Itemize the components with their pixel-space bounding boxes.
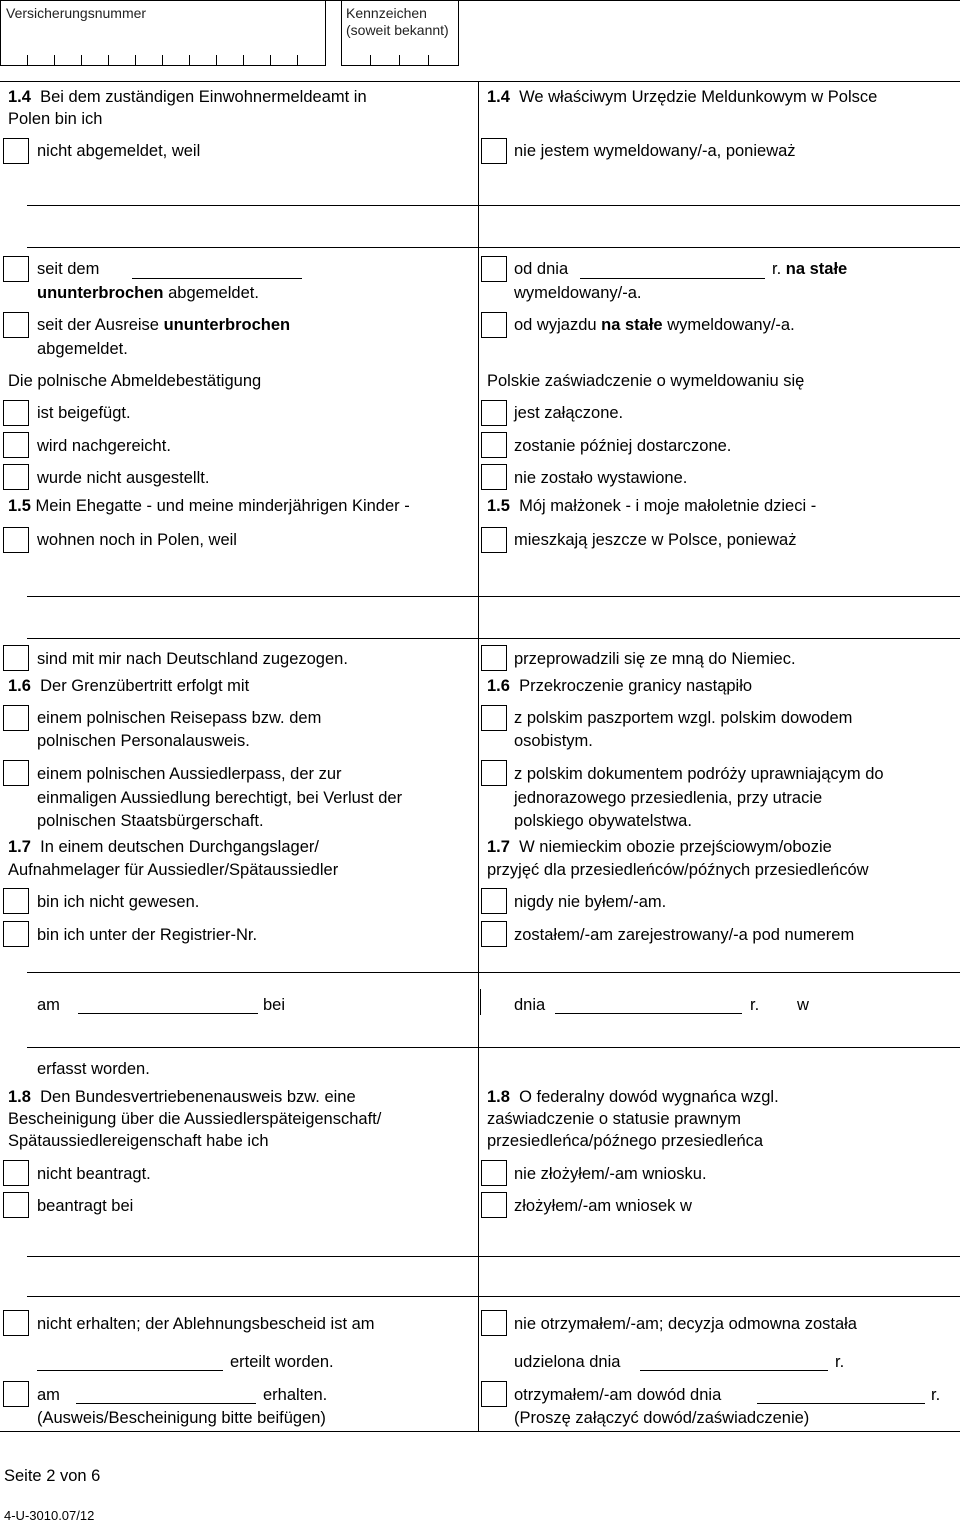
insurance-number-label: Versicherungsnummer [6, 5, 147, 21]
s17-pl-not-been-label: nigdy nie byłem/-am. [514, 893, 667, 911]
s18-authority-line-1[interactable] [27, 1256, 960, 1257]
top-border [0, 0, 960, 1]
s14-pl-later-checkbox[interactable] [481, 432, 507, 458]
s17-pl-w-label: w [797, 996, 809, 1014]
s14-de-attached-label: ist beigefügt. [37, 404, 131, 422]
s14-reason-line-2[interactable] [27, 247, 960, 248]
s17-de-date-input[interactable] [78, 1013, 258, 1014]
s17-pl-date-input[interactable] [555, 1013, 742, 1014]
s14-reason-line-1[interactable] [27, 205, 960, 206]
s18-de-erteilt-label: erteilt worden. [230, 1353, 334, 1371]
s17-de-registered-label: bin ich unter der Registrier-Nr. [37, 926, 258, 944]
s18-pl-rejected-label: nie otrzymałem/-am; decyzja odmowna została [514, 1315, 857, 1333]
s14-de-since-departure-checkbox[interactable] [3, 312, 29, 338]
column-divider [478, 81, 479, 1431]
s17-de-not-been-label: bin ich nicht gewesen. [37, 893, 200, 911]
s14-pl-since-departure-label: od wyjazdu na stałe wymeldowany/-a. [514, 316, 795, 334]
s18-authority-line-2[interactable] [27, 1296, 960, 1297]
s15-de-heading: 1.5 Mein Ehegatte - und meine minderjährigen Kinder - [8, 497, 410, 515]
s14-pl-attached-checkbox[interactable] [481, 400, 507, 426]
s16-de-aussiedlerpass-label-1: einem polnischen Aussiedlerpass, der zur [37, 765, 342, 783]
s17-pl-registered-label: zostałem/-am zarejestrowany/-a pod numerem [514, 926, 855, 944]
s16-de-passport-label-1: einem polnischen Reisepass bzw. dem [37, 709, 322, 727]
s14-pl-not-deregistered-checkbox[interactable] [481, 138, 507, 164]
s14-de-not-deregistered-checkbox[interactable] [3, 138, 29, 164]
s15-pl-heading: 1.5 Mój małżonek - i moje małoletnie dzieci - [487, 497, 817, 515]
s16-pl-aussiedlerpass-label-1: z polskim dokumentem podróży uprawniającym do [514, 765, 884, 783]
s16-de-aussiedlerpass-label-2: einmaligen Aussiedlung berechtigt, bei Verlust der [37, 789, 403, 807]
s18-de-received-checkbox[interactable] [3, 1381, 29, 1407]
s16-pl-heading: 1.6 Przekroczenie granicy nastąpiło [487, 677, 753, 695]
s16-de-heading: 1.6 Der Grenzübertritt erfolgt mit [8, 677, 250, 695]
s15-de-still-poland-checkbox[interactable] [3, 527, 29, 553]
s14-de-since-date-label-2: ununterbrochen abgemeldet. [37, 284, 259, 302]
s18-de-not-applied-checkbox[interactable] [3, 1160, 29, 1186]
s17-date-divider [480, 989, 481, 1015]
header-divider [325, 0, 326, 66]
s14-de-since-date-checkbox[interactable] [3, 256, 29, 282]
s15-pl-still-poland-label: mieszkają jeszcze w Polsce, ponieważ [514, 531, 797, 549]
s16-pl-passport-label-1: z polskim paszportem wzgl. polskim dowodem [514, 709, 853, 727]
s16-pl-aussiedlerpass-label-3: polskiego obywatelstwa. [514, 812, 692, 830]
s18-pl-applied-checkbox[interactable] [481, 1192, 507, 1218]
s15-de-still-poland-label: wohnen noch in Polen, weil [37, 531, 237, 549]
s14-de-heading: 1.4 Bei dem zuständigen Einwohnermeldeamt in [8, 88, 367, 106]
s14-pl-attached-label: jest załączone. [514, 404, 624, 422]
s15-pl-moved-checkbox[interactable] [481, 645, 507, 671]
insurance-number-field[interactable] [0, 40, 325, 66]
s18-pl-received-checkbox[interactable] [481, 1381, 507, 1407]
s15-pl-moved-label: przeprowadzili się ze mną do Niemiec. [514, 650, 796, 668]
s18-de-applied-checkbox[interactable] [3, 1192, 29, 1218]
id-number-field[interactable] [341, 40, 458, 66]
s14-pl-heading: 1.4 We właściwym Urzędzie Meldunkowym w Polsce [487, 88, 878, 106]
s14-de-since-departure-label-2: abgemeldet. [37, 340, 128, 358]
s17-de-heading: 1.7 In einem deutschen Durchgangslager/ [8, 838, 319, 856]
s14-pl-certificate-heading: Polskie zaświadczenie o wymeldowaniu się [487, 372, 805, 390]
s18-de-beifuegen-label: (Ausweis/Bescheinigung bitte beifügen) [37, 1409, 326, 1427]
s14-pl-r-label: r. na stałe [772, 260, 848, 278]
s18-de-not-applied-label: nicht beantragt. [37, 1165, 151, 1183]
s18-de-applied-label: beantragt bei [37, 1197, 134, 1215]
s18-de-am-label: am [37, 1386, 60, 1404]
section-top-border [0, 81, 960, 82]
s14-pl-later-label: zostanie później dostarczone. [514, 437, 732, 455]
s15-pl-still-poland-checkbox[interactable] [481, 527, 507, 553]
s17-camp-line[interactable] [27, 1047, 960, 1048]
s18-pl-not-applied-checkbox[interactable] [481, 1160, 507, 1186]
s17-de-heading-2: Aufnahmelager für Aussiedler/Spätaussiedler [8, 861, 339, 879]
s17-de-bei-label: bei [263, 996, 286, 1014]
s18-pl-r-label: r. [835, 1353, 845, 1371]
s18-pl-rejection-date-input[interactable] [640, 1370, 828, 1371]
s14-de-later-label: wird nachgereicht. [37, 437, 171, 455]
s14-de-not-issued-label: wurde nicht ausgestellt. [37, 469, 210, 487]
s14-de-not-deregistered-label: nicht abgemeldet, weil [37, 142, 201, 160]
s16-de-passport-label-2: polnischen Personalausweis. [37, 732, 250, 750]
id-label-2: (soweit bekannt) [346, 22, 449, 38]
s17-pl-heading-2: przyjęć dla przesiedleńców/późnych przesiedleńców [487, 861, 869, 879]
s14-pl-since-date-checkbox[interactable] [481, 256, 507, 282]
s14-de-since-departure-label: seit der Ausreise ununterbrochen [37, 316, 291, 334]
s18-de-rejected-label: nicht erhalten; der Ablehnungsbescheid ist am [37, 1315, 375, 1333]
s18-pl-udzielona-label: udzielona dnia [514, 1353, 621, 1371]
s16-de-aussiedlerpass-label-3: polnischen Staatsbürgerschaft. [37, 812, 264, 830]
s17-registration-number-line[interactable] [27, 972, 960, 973]
s18-de-received-date-input[interactable] [76, 1403, 256, 1404]
s16-de-passport-checkbox[interactable] [3, 705, 29, 731]
s18-pl-heading: 1.8 O federalny dowód wygnańca wzgl. [487, 1088, 779, 1106]
s18-pl-applied-label: złożyłem/-am wniosek w [514, 1197, 692, 1215]
s17-de-am-label: am [37, 996, 60, 1014]
s18-pl-rejected-checkbox[interactable] [481, 1310, 507, 1336]
s17-pl-r-label: r. [750, 996, 760, 1014]
s18-de-rejection-date-input[interactable] [37, 1370, 223, 1371]
form-code: 4-U-3010.07/12 [4, 1508, 95, 1523]
s16-pl-aussiedlerpass-checkbox[interactable] [481, 760, 507, 786]
s16-pl-passport-label-2: osobistym. [514, 732, 593, 750]
s18-de-rejected-checkbox[interactable] [3, 1310, 29, 1336]
s18-pl-not-applied-label: nie złożyłem/-am wniosku. [514, 1165, 707, 1183]
s18-pl-r2-label: r. [931, 1386, 941, 1404]
s15-de-moved-checkbox[interactable] [3, 645, 29, 671]
s17-de-not-been-checkbox[interactable] [3, 888, 29, 914]
s14-de-later-checkbox[interactable] [3, 432, 29, 458]
s18-pl-heading-3: przesiedleńca/późnego przesiedleńca [487, 1132, 764, 1150]
s14-de-attached-checkbox[interactable] [3, 400, 29, 426]
s14-de-not-issued-checkbox[interactable] [3, 464, 29, 490]
s14-de-since-date-label: seit dem [37, 260, 100, 278]
s14-pl-od-dnia-label: od dnia [514, 260, 569, 278]
s14-de-certificate-heading: Die polnische Abmeldebestätigung [8, 372, 262, 390]
s18-de-heading-2: Bescheinigung über die Aussiedlerspäteigenschaft/ [8, 1110, 382, 1128]
section-bottom-border [0, 1431, 960, 1432]
s15-de-moved-label: sind mit mir nach Deutschland zugezogen. [37, 650, 348, 668]
s16-de-aussiedlerpass-checkbox[interactable] [3, 760, 29, 786]
s14-pl-not-issued-label: nie zostało wystawione. [514, 469, 688, 487]
s14-pl-not-deregistered-label: nie jestem wymeldowany/-a, ponieważ [514, 142, 796, 160]
s16-pl-passport-checkbox[interactable] [481, 705, 507, 731]
s15-reason-line-1[interactable] [27, 596, 960, 597]
s17-pl-registered-checkbox[interactable] [481, 921, 507, 947]
s18-pl-otrzymalem-label: otrzymałem/-am dowód dnia [514, 1386, 722, 1404]
s14-de-heading-2: Polen bin ich [8, 110, 103, 128]
s17-de-erfasst-label: erfasst worden. [37, 1060, 150, 1078]
header-right-border [458, 0, 459, 66]
s17-de-registered-checkbox[interactable] [3, 921, 29, 947]
s15-reason-line-2[interactable] [27, 638, 960, 639]
s18-de-heading-3: Spätaussiedlereigenschaft habe ich [8, 1132, 269, 1150]
id-label-1: Kennzeichen [346, 5, 427, 21]
page-number: Seite 2 von 6 [4, 1467, 101, 1485]
s18-de-erhalten-label: erhalten. [263, 1386, 328, 1404]
s17-pl-not-been-checkbox[interactable] [481, 888, 507, 914]
s16-pl-aussiedlerpass-label-2: jednorazowego przesiedlenia, przy utracie [514, 789, 823, 807]
s14-pl-wymeldowany-label: wymeldowany/-a. [514, 284, 642, 302]
s18-pl-received-date-input[interactable] [757, 1403, 925, 1404]
s17-pl-dnia-label: dnia [514, 996, 546, 1014]
s18-pl-zalaczyc-label: (Proszę załączyć dowód/zaświadczenie) [514, 1409, 810, 1427]
s14-pl-not-issued-checkbox[interactable] [481, 464, 507, 490]
s18-de-heading: 1.8 Den Bundesvertriebenenausweis bzw. eine [8, 1088, 356, 1106]
s14-pl-since-date-input[interactable] [580, 278, 765, 279]
s18-pl-heading-2: zaświadczenie o statusie prawnym [487, 1110, 742, 1128]
s14-pl-since-departure-checkbox[interactable] [481, 312, 507, 338]
s17-pl-heading: 1.7 W niemieckim obozie przejściowym/obozie [487, 838, 832, 856]
s14-de-since-date-input[interactable] [132, 278, 302, 279]
